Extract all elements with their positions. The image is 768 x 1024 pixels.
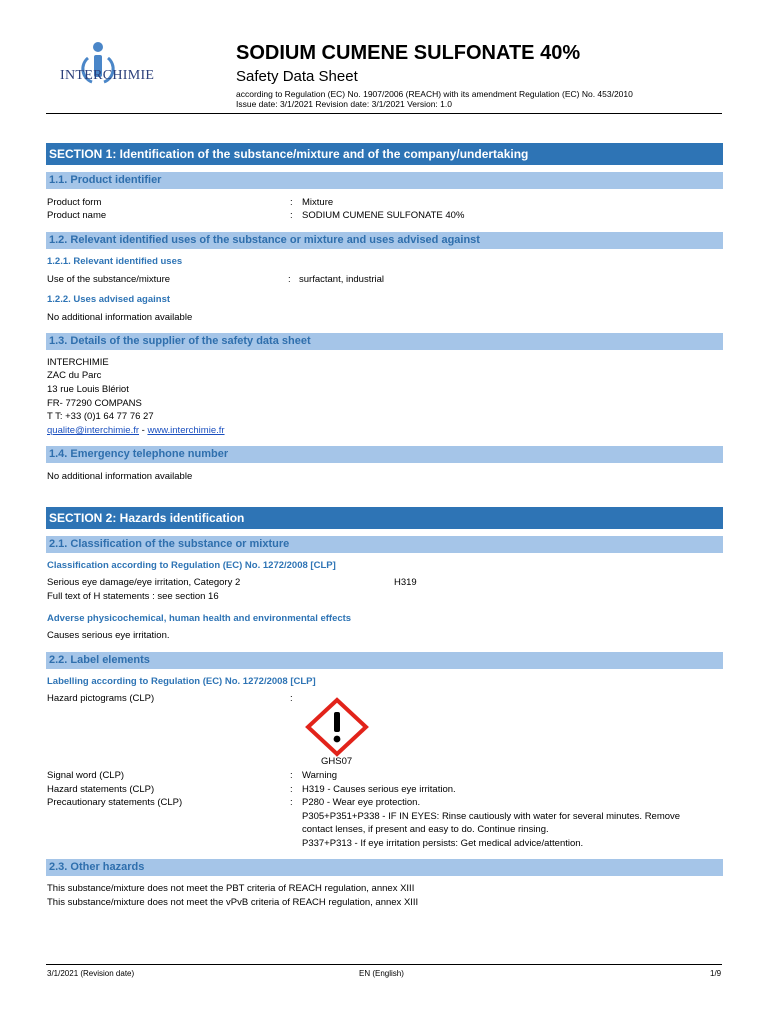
header-divider	[46, 113, 722, 114]
classification-label: Serious eye damage/eye irritation, Category 2	[47, 577, 241, 588]
section-1-2-2-heading: 1.2.2. Uses advised against	[47, 294, 171, 305]
product-name-label: Product name	[47, 210, 107, 221]
other-hazards-line: This substance/mixture does not meet the vPvB criteria of REACH regulation, annex XIII	[47, 897, 419, 908]
colon: :	[290, 770, 293, 781]
colon: :	[290, 797, 293, 808]
separator: -	[139, 425, 148, 436]
labelling-heading: Labelling according to Regulation (EC) No. 1272/2008 [CLP]	[47, 676, 316, 687]
adverse-effects-heading: Adverse physicochemical, human health and environmental effects	[47, 613, 352, 624]
colon: :	[290, 210, 293, 221]
section-1-2-heading: 1.2. Relevant identified uses of the substance or mixture and uses advised against	[46, 232, 723, 249]
section-2-1-heading: 2.1. Classification of the substance or mixture	[46, 536, 723, 553]
uses-advised-against-text: No additional information available	[47, 312, 193, 323]
section-1-4-heading: 1.4. Emergency telephone number	[46, 446, 723, 463]
supplier-contact-line	[47, 425, 225, 436]
supplier-address-2: 13 rue Louis Blériot	[47, 384, 129, 395]
footer-divider	[46, 964, 722, 965]
section-1-1-heading: 1.1. Product identifier	[46, 172, 723, 189]
logo-text: INTERCHIMIE	[60, 68, 155, 83]
exclamation-mark-diamond-icon	[304, 697, 370, 757]
precautionary-line: P305+P351+P338 - IF IN EYES: Rinse cautiously with water for several minutes. Remove	[302, 811, 681, 822]
email-link[interactable]: qualite@interchimie.fr	[47, 425, 140, 436]
document-subtitle: Safety Data Sheet	[236, 68, 358, 85]
regulation-reference: according to Regulation (EC) No. 1907/2006 (REACH) with its amendment Regulation (EC) No. 453/2010	[236, 89, 633, 99]
footer-language: EN (English)	[359, 969, 404, 978]
supplier-phone: T T: +33 (0)1 64 77 76 27	[47, 411, 154, 422]
pictogram-code: GHS07	[321, 756, 353, 767]
footer-revision-date: 3/1/2021 (Revision date)	[47, 969, 135, 978]
full-text-note: Full text of H statements : see section 16	[47, 591, 219, 602]
use-label: Use of the substance/mixture	[47, 274, 171, 285]
product-name-value: SODIUM CUMENE SULFONATE 40%	[302, 210, 465, 221]
section-2-3-heading: 2.3. Other hazards	[46, 859, 723, 876]
signal-word-value: Warning	[302, 770, 338, 781]
section-1-heading: SECTION 1: Identification of the substance/mixture and of the company/undertaking	[46, 143, 723, 165]
signal-word-label: Signal word (CLP)	[47, 770, 125, 781]
company-logo	[48, 38, 178, 98]
issue-info: Issue date: 3/1/2021 Revision date: 3/1/2021 Version: 1.0	[236, 99, 452, 109]
colon: :	[288, 274, 291, 285]
section-2-2-heading: 2.2. Label elements	[46, 652, 723, 669]
section-2-heading: SECTION 2: Hazards identification	[46, 507, 723, 529]
website-link[interactable]: www.interchimie.fr	[147, 425, 225, 436]
product-form-value: Mixture	[302, 197, 334, 208]
precautionary-statements-label: Precautionary statements (CLP)	[47, 797, 183, 808]
precautionary-line: P280 - Wear eye protection.	[302, 797, 421, 808]
precautionary-line: contact lenses, if present and easy to do. Continue rinsing.	[302, 824, 549, 835]
supplier-address-3: FR- 77290 COMPANS	[47, 398, 142, 409]
emergency-phone-text: No additional information available	[47, 471, 193, 482]
precautionary-line: P337+P313 - If eye irritation persists: Get medical advice/attention.	[302, 838, 584, 849]
section-1-2-1-heading: 1.2.1. Relevant identified uses	[47, 256, 183, 267]
section-1-3-heading: 1.3. Details of the supplier of the safety data sheet	[46, 333, 723, 350]
colon: :	[290, 197, 293, 208]
classification-code: H319	[394, 577, 417, 588]
adverse-effects-text: Causes serious eye irritation.	[47, 630, 170, 641]
use-value: surfactant, industrial	[299, 274, 385, 285]
hazard-statements-label: Hazard statements (CLP)	[47, 784, 155, 795]
product-form-label: Product form	[47, 197, 102, 208]
supplier-address-1: ZAC du Parc	[47, 370, 102, 381]
clp-classification-heading: Classification according to Regulation (EC) No. 1272/2008 [CLP]	[47, 560, 336, 571]
footer-page-number: 1/9	[710, 969, 722, 978]
colon: :	[290, 693, 293, 704]
colon: :	[290, 784, 293, 795]
supplier-name: INTERCHIMIE	[47, 357, 109, 368]
other-hazards-line: This substance/mixture does not meet the PBT criteria of REACH regulation, annex XIII	[47, 883, 415, 894]
document-title: SODIUM CUMENE SULFONATE 40%	[236, 42, 581, 64]
pictograms-label: Hazard pictograms (CLP)	[47, 693, 155, 704]
hazard-statements-value: H319 - Causes serious eye irritation.	[302, 784, 456, 795]
